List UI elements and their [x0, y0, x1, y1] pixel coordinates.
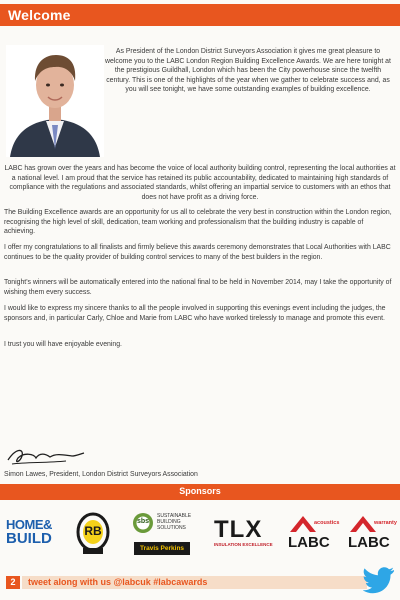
sponsor-logo-rb: RB	[76, 512, 110, 558]
sponsor-logo-sbs: sbs SUSTAINABLE BUILDING SOLUTIONS Travis Perkins	[132, 512, 204, 558]
footer-band	[22, 576, 367, 589]
paragraph-authority: LABC has grown over the years and has become the voice of local authority building control, representing the local authorities at a national level. I am proud that the service has retained its public accountability, dedicated to maintaining high standards of compliance with the regulations and associated standards, whilst offering an impartial service to customers with an ethos that does not have profit as a driving force.	[4, 165, 396, 201]
page-number: 2	[6, 576, 20, 589]
signature	[6, 444, 86, 468]
paragraph-thanks: I would like to express my sincere thanks to all the people involved in supporting this evenings event including the judges, the sponsors and, in particular Carly, Chloe and Marie from LABC who have worked tirelessly to manage and promote this event.	[4, 305, 386, 322]
sponsors-title: Sponsors	[179, 486, 221, 496]
twitter-bird-icon	[363, 566, 395, 594]
page-title: Welcome	[8, 7, 71, 23]
sponsor-logo-home-build: HOME& BUILD	[6, 517, 52, 547]
sponsors-bar	[0, 484, 400, 500]
sponsor-logo-labc-acoustics: acoustics LABC	[284, 514, 338, 556]
paragraph-national-final: Tonight's winners will be automatically entered into the national final to be held in November 2014, may I take the opportunity of wishing them every success.	[4, 279, 392, 296]
travis-perkins-badge: Travis Perkins	[134, 542, 190, 555]
paragraph-closing: I trust you will have enjoyable evening.	[4, 341, 122, 348]
portrait-photo	[6, 45, 104, 157]
paragraph-awards: The Building Excellence awards are an opportunity for us all to celebrate the very best in construction within the London region, recognising the high level of skill, dedication, team working and professionalism that the building industry is capable of achieving.	[4, 209, 392, 236]
paragraph-congratulations: I offer my congratulations to all finalists and firmly believe this awards ceremony demonstrates that Local Authorities with LABC continues to be the quality provider of building control services to many of the best builders in the region.	[4, 244, 391, 261]
header-bar	[0, 4, 400, 26]
sponsor-logo-tlx: TLX INSULATION EXCELLENCE	[214, 516, 273, 547]
sponsor-logos	[0, 510, 400, 558]
sponsor-logo-labc-warranty: warranty LABC	[344, 514, 398, 556]
footer-tweet-text: tweet along with us @labcuk #labcawards	[28, 577, 208, 587]
signoff: Simon Lawes, President, London District Surveyors Association	[4, 471, 198, 478]
intro-paragraph: As President of the London District Surveyors Association it gives me great pleasure to welcome you to the LABC London Region Building Excellence Awards. We are here tonight at the prestigious Guildhall, London which has been the City powerhouse since the twelfth century. This is one of the highlights of the year when we gather to celebrate success and, as you will see tonight, we have some outstanding examples of building excellence.	[105, 48, 391, 94]
